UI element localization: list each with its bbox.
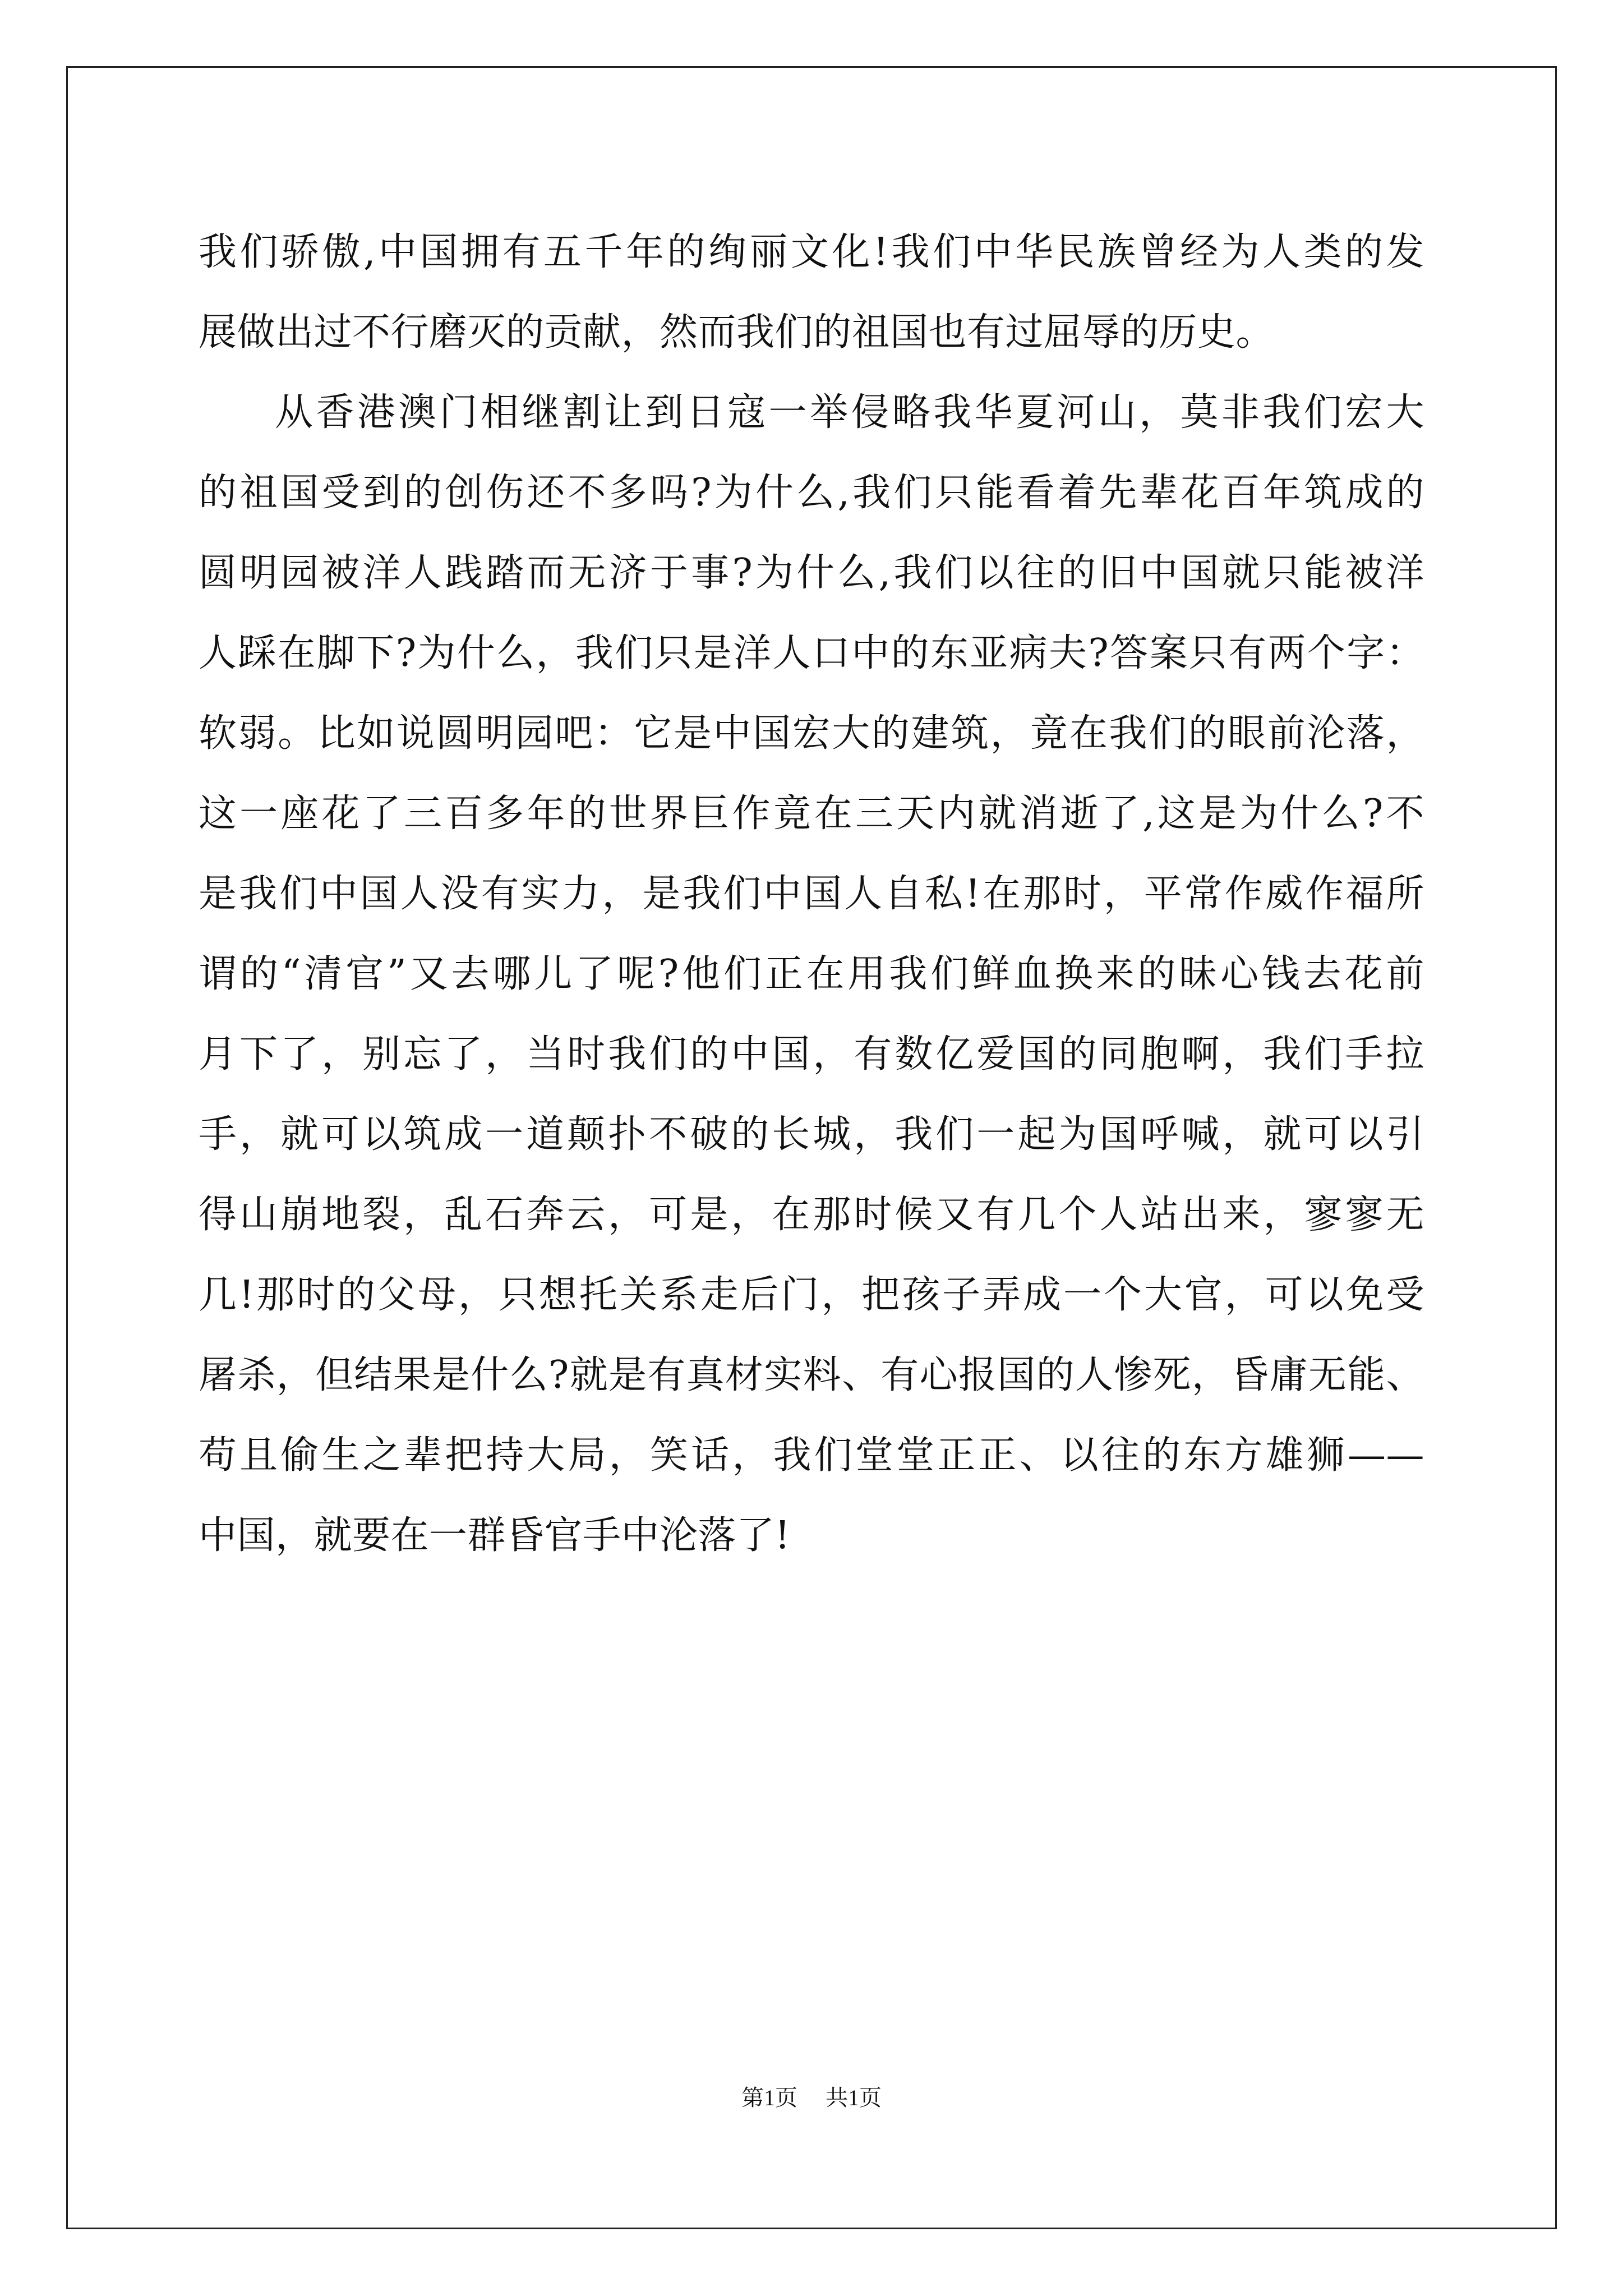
paragraph-2-line-1: 从香港澳门相继割让到日寇一举侵略我华夏河山，莫非我们宏大 [275, 390, 1424, 435]
paragraph-2-line-4: 人踩在脚下?为什么，我们只是洋人口中的东亚病夫?答案只有两个字： [199, 631, 1424, 675]
page-footer [0, 2084, 1623, 2112]
paragraph-2-line-11: 得山崩地裂，乱石奔云，可是，在那时候又有几个人站出来，寥寥无 [199, 1193, 1424, 1237]
paragraph-2-line-14: 苟且偷生之辈把持大局，笑话，我们堂堂正正、以往的东方雄狮—— [199, 1433, 1424, 1478]
paragraph-2-line-10: 手，就可以筑成一道颠扑不破的长城，我们一起为国呼喊，就可以引 [199, 1112, 1424, 1157]
paragraph-2-line-2: 的祖国受到的创伤还不多吗?为什么,我们只能看着先辈花百年筑成的 [199, 471, 1424, 515]
paragraph-2-line-9: 月下了，别忘了，当时我们的中国，有数亿爱国的同胞啊，我们手拉 [199, 1032, 1424, 1076]
paragraph-1-line-1: 我们骄傲,中国拥有五千年的绚丽文化!我们中华民族曾经为人类的发 [199, 230, 1424, 274]
paragraph-2-line-3: 圆明园被洋人践踏而无济于事?为什么,我们以往的旧中国就只能被洋 [199, 551, 1424, 595]
paragraph-2-line-6: 这一座花了三百多年的世界巨作竟在三天内就消逝了,这是为什么?不 [199, 792, 1424, 836]
paragraph-2-line-7: 是我们中国人没有实力，是我们中国人自私!在那时，平常作威作福所 [199, 872, 1424, 916]
document-body [199, 212, 1424, 1576]
paragraph-1-line-2: 展做出过不行磨灭的贡献，然而我们的祖国也有过屈辱的历史。 [199, 310, 1275, 355]
page-total: 共1页 [826, 2085, 882, 2110]
paragraph-2-line-5: 软弱。比如说圆明园吧：它是中国宏大的建筑，竟在我们的眼前沦落， [199, 711, 1424, 756]
paragraph-2-line-8: 谓的“清官”又去哪儿了呢?他们正在用我们鲜血换来的昧心钱去花前 [199, 952, 1424, 996]
paragraph-2-line-13: 屠杀，但结果是什么?就是有真材实料、有心报国的人惨死，昏庸无能、 [199, 1353, 1424, 1397]
page-number: 第1页 [741, 2085, 797, 2110]
paragraph-2-line-12: 几!那时的父母，只想托关系走后门，把孩子弄成一个大官，可以免受 [199, 1273, 1424, 1317]
paragraph-2-line-15: 中国，就要在一群昏官手中沦落了! [199, 1513, 791, 1558]
